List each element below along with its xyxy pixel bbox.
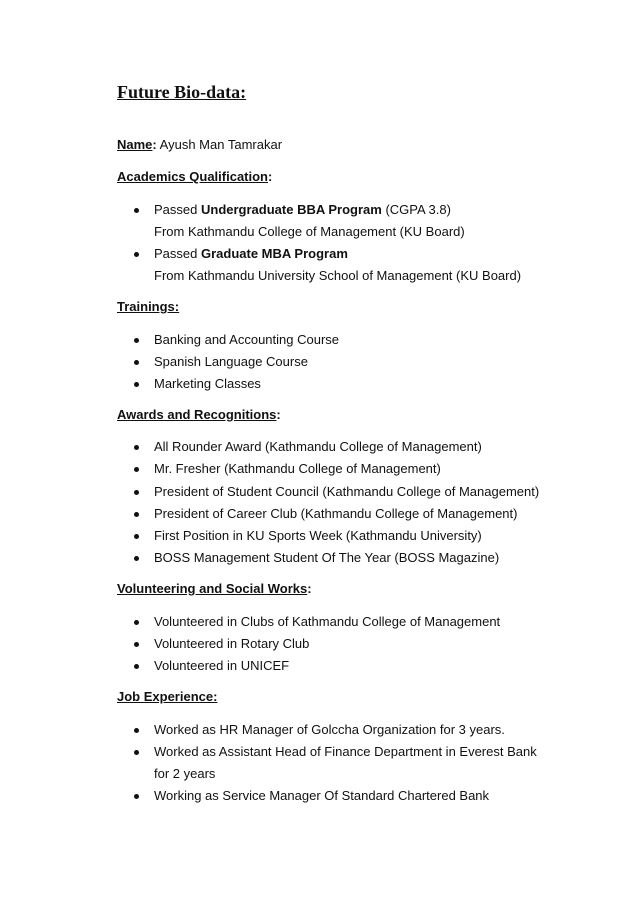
name-label: Name: [117, 137, 153, 152]
job-item-line2: for 2 years: [154, 766, 216, 781]
academics-colon: :: [268, 169, 273, 184]
volunteer-item: Volunteered in Clubs of Kathmandu College of Management: [154, 614, 501, 629]
trainings-heading: Trainings:: [117, 299, 180, 314]
academics-item-1: Passed Undergraduate BBA Program (CGPA 3.8): [154, 202, 451, 217]
awards-heading: Awards and Recognitions: [117, 407, 277, 422]
award-item: First Position in KU Sports Week (Kathmandu University): [154, 528, 482, 543]
awards-heading-line: [117, 404, 281, 426]
name-line: [117, 134, 282, 156]
academics-item-2-line2: From Kathmandu University School of Management (KU Board): [154, 268, 522, 283]
volunteering-heading: Volunteering and Social Works: [117, 581, 308, 596]
bullet-icon: [134, 338, 139, 343]
academics-item-2: Passed Graduate MBA Program: [154, 246, 348, 261]
award-item: BOSS Management Student Of The Year (BOSS Magazine): [154, 550, 500, 565]
bullet-icon: [134, 208, 139, 213]
jobs-heading: Job Experience:: [117, 689, 218, 704]
job-item: Worked as HR Manager of Golccha Organization for 3 years.: [154, 722, 505, 737]
award-item: All Rounder Award (Kathmandu College of Management): [154, 439, 482, 454]
award-item: President of Career Club (Kathmandu College of Management): [154, 506, 518, 521]
bullet-icon: [134, 512, 139, 517]
awards-colon: :: [276, 407, 281, 422]
job-item: Working as Service Manager Of Standard Chartered Bank: [154, 788, 490, 803]
bullet-icon: [134, 642, 139, 647]
bullet-icon: [134, 728, 139, 733]
volunteer-item: Volunteered in Rotary Club: [154, 636, 310, 651]
trainings-heading-line: [117, 296, 179, 318]
bullet-icon: [134, 360, 139, 365]
bullet-icon: [134, 794, 139, 799]
bullet-icon: [134, 750, 139, 755]
page-title: Future Bio-data:: [117, 82, 247, 102]
bullet-icon: [134, 252, 139, 257]
name-colon: :: [152, 137, 157, 152]
name-value: Ayush Man Tamrakar: [159, 137, 283, 152]
volunteering-colon: :: [307, 581, 312, 596]
academics-item-1-line2: From Kathmandu College of Management (KU Board): [154, 224, 465, 239]
bullet-icon: [134, 620, 139, 625]
award-item: Mr. Fresher (Kathmandu College of Management): [154, 461, 441, 476]
academics-heading-line: [117, 166, 272, 188]
training-item: Spanish Language Course: [154, 354, 308, 369]
volunteer-item: Volunteered in UNICEF: [154, 658, 290, 673]
job-item: Worked as Assistant Head of Finance Department in Everest Bank: [154, 744, 537, 759]
jobs-heading-line: [117, 686, 217, 708]
award-item: President of Student Council (Kathmandu College of Management): [154, 484, 540, 499]
bullet-icon: [134, 382, 139, 387]
bullet-icon: [134, 664, 139, 669]
bullet-icon: [134, 534, 139, 539]
bullet-icon: [134, 556, 139, 561]
bullet-icon: [134, 445, 139, 450]
volunteering-heading-line: [117, 578, 312, 600]
training-item: Marketing Classes: [154, 376, 261, 391]
bullet-icon: [134, 490, 139, 495]
bullet-icon: [134, 467, 139, 472]
academics-heading: Academics Qualification: [117, 169, 268, 184]
training-item: Banking and Accounting Course: [154, 332, 340, 347]
